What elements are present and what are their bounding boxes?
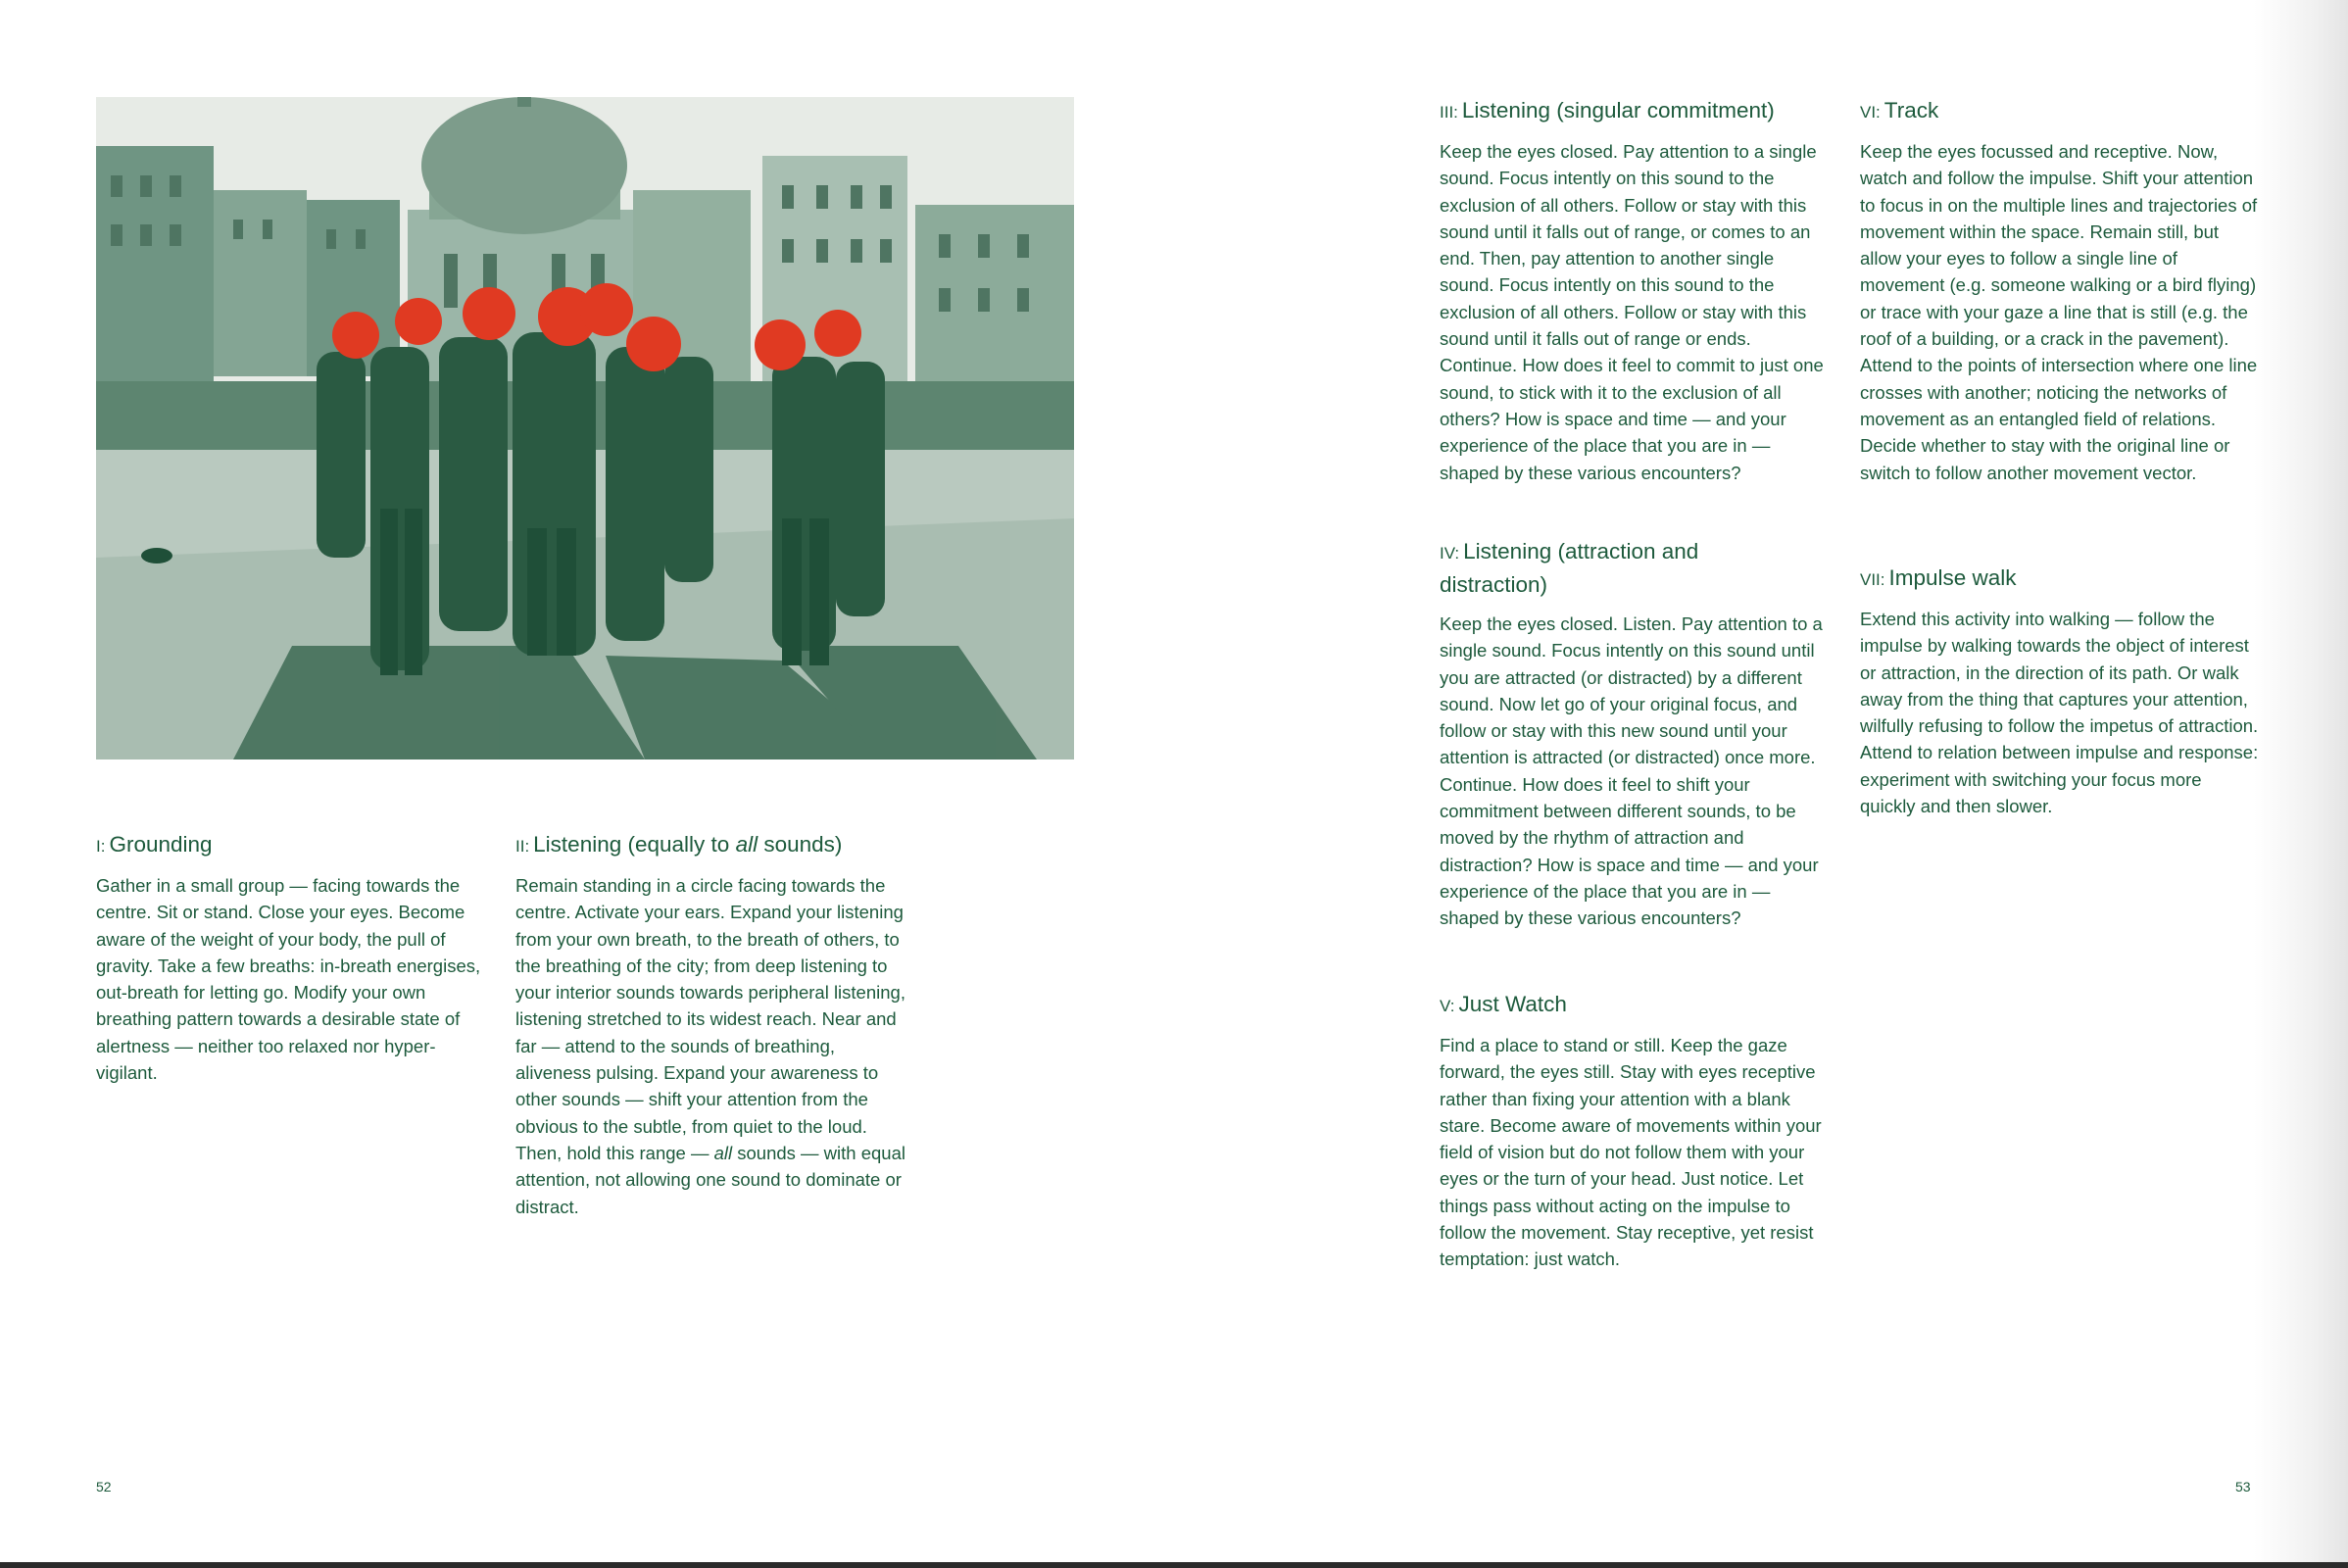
section-grounding	[96, 829, 488, 1086]
page-number-left: 52	[96, 1479, 112, 1494]
section-heading	[515, 829, 907, 862]
right-page	[1174, 0, 2348, 1562]
section-body: Extend this activity into walking — follow the impulse by walking towards the object of interest or attraction, in the direction of its path. Or walk away from the thing that captures your attention, wilfully refusing to follow the impetus of attraction. Attend to relation between impulse and response: experiment with switching your focus more quickly and then slower.	[1860, 609, 2259, 817]
section-numeral: III:	[1440, 103, 1458, 122]
section-numeral: VI:	[1860, 103, 1881, 122]
section-title: Listening (attraction and distraction)	[1440, 539, 1699, 597]
section-title-part: Listening (equally to	[533, 832, 736, 857]
section-numeral: I:	[96, 837, 106, 856]
group-photo	[96, 97, 1074, 760]
section-body-part: Remain standing in a circle facing towards the centre. Activate your ears. Expand your listening from your own breath, to the breath of others, to the breathing of the city; from deep listening to your interior sounds towards peripheral listening, listening stretched to its widest reach. Near and far — attend to the sounds of breathing, aliveness pulsing. Expand your awareness to other sounds — shift your attention from the obvious to the subtle, from quiet to the loud. Then, hold this range —	[515, 875, 905, 1163]
page-number-right: 53	[2235, 1479, 2251, 1494]
left-page	[0, 0, 1174, 1562]
section-heading	[1440, 989, 1832, 1022]
section-title-emphasis: all	[735, 832, 758, 857]
section-title: Just Watch	[1458, 992, 1567, 1016]
section-body	[515, 872, 907, 1220]
section-body-part: sounds — with equal attention, not allowing one sound to dominate or distract.	[515, 1142, 905, 1217]
section-body: Gather in a small group — facing towards the centre. Sit or stand. Close your eyes. Become aware of the weight of your body, the pull of gravity. Take a few breaths: in-breath energises, out-breath for letting go. Modify your own breathing pattern towards a desirable state of alertness — neither too relaxed nor hyper-vigilant.	[96, 875, 481, 1084]
section-body-emphasis: all	[713, 1142, 733, 1163]
section-track	[1860, 95, 2262, 486]
section-title: Track	[1883, 98, 1939, 122]
section-listening-equally	[515, 829, 907, 1220]
section-title-part: sounds)	[758, 832, 843, 857]
section-impulse-walk	[1860, 563, 2262, 819]
section-heading	[1440, 95, 1832, 128]
section-body: Keep the eyes closed. Pay attention to a single sound. Focus intently on this sound to the exclusion of all others. Follow or stay with this sound until it falls out of range, or comes to an end. Then, pay attention to another single sound. Focus intently on this sound to the exclusion of all others. Follow or stay with this sound until it falls out of range or ends. Continue. How does it feel to commit to just one sound, to stick with it to the exclusion of all others? How is space and time — and your experience of the place that you are in — shaped by these various encounters?	[1440, 141, 1824, 483]
section-title: Listening (singular commitment)	[1461, 98, 1775, 122]
section-title: Grounding	[109, 832, 213, 857]
section-heading	[1860, 95, 2262, 128]
section-title: Impulse walk	[1888, 565, 2017, 590]
section-listening-singular	[1440, 95, 1832, 486]
spread-bottom-edge	[0, 1562, 2348, 1568]
section-numeral: II:	[515, 837, 530, 856]
section-heading	[1860, 563, 2262, 596]
section-body: Find a place to stand or still. Keep the gaze forward, the eyes still. Stay with eyes receptive rather than fixing your attention with a blank stare. Become aware of movements within your field of vision but do not follow them with your eyes or the turn of your head. Just notice. Let things pass without acting on the impulse to follow the movement. Stay receptive, yet resist temptation: just watch.	[1440, 1035, 1822, 1270]
section-numeral: V:	[1440, 997, 1455, 1015]
photo-illustration	[96, 97, 1074, 760]
section-heading	[96, 829, 488, 862]
section-heading	[1440, 536, 1753, 601]
section-listening-attraction	[1440, 536, 1832, 932]
section-just-watch	[1440, 989, 1832, 1273]
section-body: Keep the eyes focussed and receptive. Now, watch and follow the impulse. Shift your attention to focus in on the multiple lines and trajectories of movement within the space. Remain still, but allow your eyes to follow a single line of movement (e.g. someone walking or a bird flying) or trace with your gaze a line that is still (e.g. the roof of a building, or a crack in the pavement). Attend to the points of intersection where one line crosses with another; noticing the networks of movement as an entangled field of relations. Decide whether to stay with the original line or switch to follow another movement vector.	[1860, 141, 2258, 483]
section-body: Keep the eyes closed. Listen. Pay attention to a single sound. Focus intently on this sound until you are attracted (or distracted) by a different sound. Now let go of your original focus, and follow or stay with this new sound until your attention is attracted (or distracted) once more. Continue. How does it feel to shift your commitment between different sounds, to be moved by the rhythm of attraction and distraction? How is space and time — and your experience of the place that you are in — shaped by these various encounters?	[1440, 613, 1823, 929]
section-numeral: IV:	[1440, 544, 1460, 563]
section-numeral: VII:	[1860, 570, 1885, 589]
